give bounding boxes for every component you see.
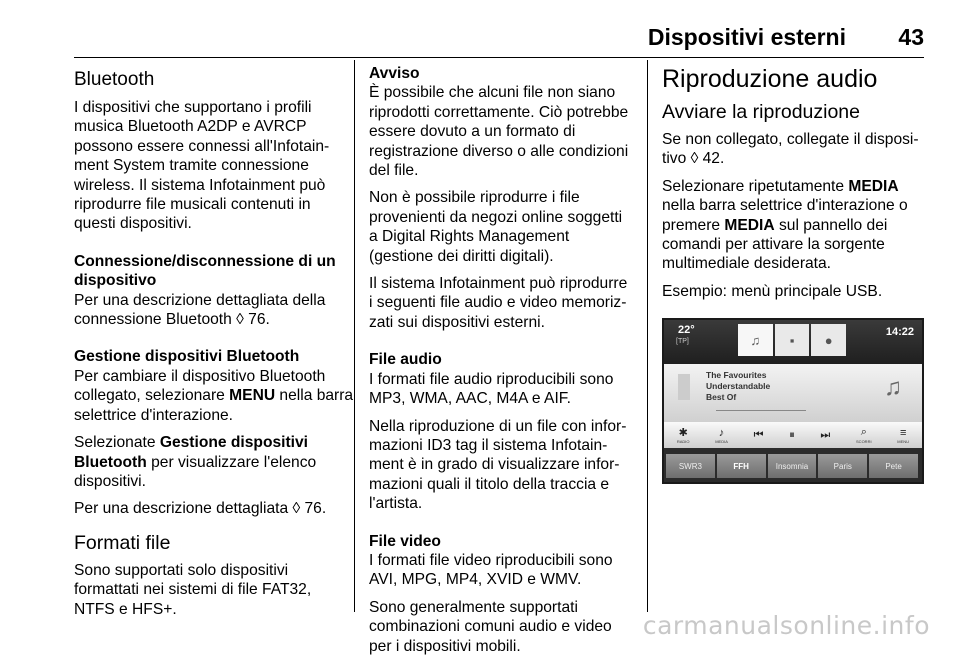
para-combinazioni: Sono generalmente supportati combinazioni comuni audio e video per i dispositivi mobili. bbox=[369, 598, 612, 655]
tp-indicator: [TP] bbox=[676, 338, 689, 345]
screen-status-bar bbox=[664, 320, 922, 364]
media-control-icon: ♪ MEDIA bbox=[715, 426, 728, 444]
preset-4: Paris bbox=[818, 454, 867, 478]
preset-5: Pete bbox=[869, 454, 918, 478]
column-separator-2 bbox=[647, 60, 648, 612]
para-sistema: Il sistema Infotainment può riprodurre i seguenti file audio e video memorizzati sui dispositivi esterni. bbox=[369, 275, 628, 331]
para-gestione: Per cambiare il dispositivo Bluetooth collegato, selezionare MENU nella barra selettrice d'interazione. bbox=[74, 367, 354, 424]
column-1 bbox=[74, 64, 356, 627]
preset-1: SWR3 bbox=[666, 454, 715, 478]
heading-connessione: Connessione/disconnessione di un dispositivo bbox=[74, 252, 336, 290]
para-bluetooth: I dispositivi che supportano i profili musica Bluetooth A2DP e AVRCP possono essere connessi all'Infotainment System tramite connessione wireless. Il sistema Infotainment può riprodurre file musicali contenuti in questi dispositivi. bbox=[74, 99, 330, 233]
album-art-note-icon: ♫ bbox=[884, 374, 902, 401]
track-line-2: Understandable bbox=[706, 381, 771, 391]
heading-bluetooth: Bluetooth bbox=[74, 69, 155, 90]
next-track-icon: ⏭ bbox=[820, 428, 831, 441]
para-avviso-2: Non è possibile riprodurre i file provenienti da negozi online soggetti a Digital Rights Management (gestione dei diritti digitali). bbox=[369, 189, 623, 265]
watermark: carmanualsonline.info bbox=[642, 611, 930, 640]
info-tab-icon: ● bbox=[811, 324, 846, 356]
search-scroll-icon: ⌕ SCORRI bbox=[856, 426, 872, 444]
heading-avviare: Avviare la riproduzione bbox=[662, 101, 860, 123]
para-media: Selezionare ripetutamente MEDIA nella barra selettrice d'interazione o premere MEDIA sul pannello dei comandi per attivare la sorgente multimediale desiderata. bbox=[662, 177, 908, 273]
para-id3: Nella riproduzione di un file con informazioni ID3 tag il sistema Infotainment è in grado di visualizzare informazioni quali il titolo della traccia e l'artista. bbox=[369, 417, 627, 513]
para-connessione: Per una descrizione dettagliata della connessione Bluetooth ◊ 76. bbox=[74, 291, 326, 329]
heading-file-video: File video bbox=[369, 532, 441, 550]
heading-avviso: Avviso bbox=[369, 65, 420, 82]
heading-gestione: Gestione dispositivi Bluetooth bbox=[74, 348, 300, 366]
track-line-1: The Favourites bbox=[706, 370, 767, 380]
pause-icon: ⏸ bbox=[789, 428, 795, 441]
para-esempio: Esempio: menù principale USB. bbox=[662, 282, 883, 300]
clock-readout: 14:22 bbox=[885, 326, 914, 338]
previous-track-icon: ⏮ bbox=[753, 428, 764, 441]
page-number: 43 bbox=[898, 24, 924, 50]
para-file-audio: I formati file audio riproducibili sono MP3, WMA, AAC, M4A e AIF. bbox=[369, 370, 614, 408]
heading-riproduzione: Riproduzione audio bbox=[662, 65, 878, 93]
heading-formati: Formati file bbox=[74, 531, 171, 554]
para-selezionate: Selezionate Gestione dispositivi Bluetooth per visualizzare l'elenco dispositivi. bbox=[74, 434, 317, 490]
column-3 bbox=[662, 64, 926, 309]
temperature-readout: 22° bbox=[678, 324, 695, 336]
screen-source-tabs bbox=[738, 324, 848, 356]
para-avviso-1: È possibile che alcuni file non siano riprodotti correttamente. Ciò potrebbe essere dovuto a un formato di registrazione diverso o alle condizioni del file. bbox=[369, 84, 629, 180]
preset-2: FFH bbox=[717, 454, 766, 478]
track-line-3: Best Of bbox=[706, 392, 737, 402]
para-collegate: Se non collegato, collegate il dispositivo ◊ 42. bbox=[662, 131, 919, 168]
preset-3: Insomnia bbox=[768, 454, 817, 478]
now-playing-panel bbox=[664, 364, 922, 422]
device-tab-icon: ▪ bbox=[775, 324, 810, 356]
infotainment-screenshot bbox=[662, 318, 924, 484]
heading-file-audio: File audio bbox=[369, 351, 442, 369]
screen-controls bbox=[664, 422, 922, 448]
track-thumbnail-icon bbox=[678, 374, 690, 400]
progress-bar bbox=[716, 410, 806, 411]
music-tab-icon: ♫ bbox=[738, 324, 773, 356]
preset-bar bbox=[666, 454, 920, 478]
menu-control-icon: ≡ MENU bbox=[897, 426, 910, 444]
header-rule bbox=[74, 57, 924, 58]
page-header-title: Dispositivi esterni bbox=[647, 24, 846, 50]
column-2 bbox=[369, 64, 635, 664]
para-descrizione: Per una descrizione dettagliata ◊ 76. bbox=[74, 500, 327, 518]
para-formati: Sono supportati solo dispositivi formattati nei sistemi di file FAT32, NTFS e HFS+. bbox=[74, 561, 312, 618]
radio-control-icon: ✱ RADIO bbox=[676, 427, 690, 444]
para-file-video: I formati file video riproducibili sono AVI, MPG, MP4, XVID e WMV. bbox=[369, 551, 613, 589]
